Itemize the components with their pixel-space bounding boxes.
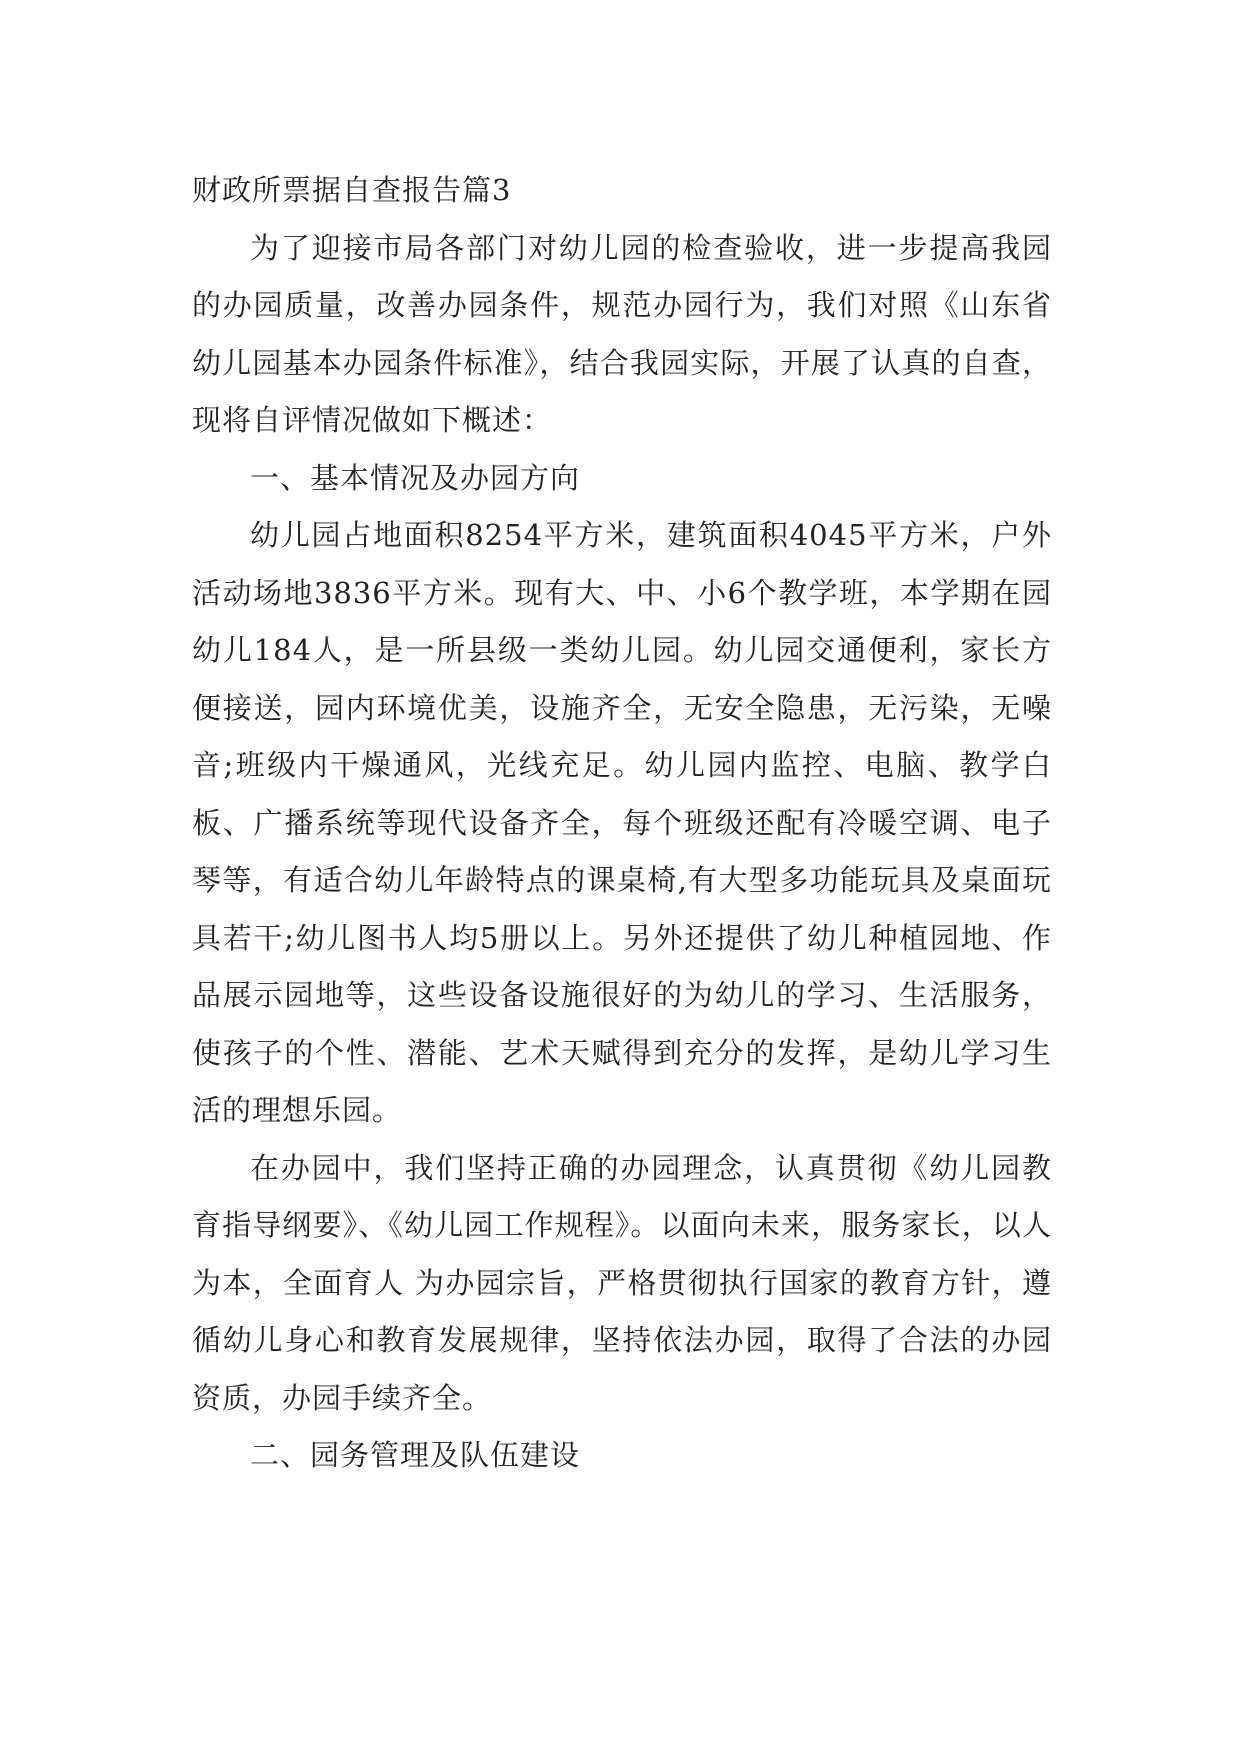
intro-paragraph: 为了迎接市局各部门对幼儿园的检查验收，进一步提高我园的办园质量，改善办园条件，规范办园行为，我们对照《山东省幼儿园基本办园条件标准》，结合我园实际，开展了认真的自查，现将自评情况做如下概述： [192, 230, 1052, 437]
section-heading-basic-situation: 一、基本情况及办园方向 [250, 460, 581, 495]
basic-situation-paragraph: 幼儿园占地面积8254平方米，建筑面积4045平方米，户外活动场地3836平方米。现有大、中、小6个教学班，本学期在园幼儿184人，是一所县级一类幼儿园。幼儿园交通便利，家长方便接送，园内环境优美，设施齐全，无安全隐患，无污染，无噪音;班级内干燥通风，光线充足。幼儿园内监控、电脑、教学白板、广播系统等现代设备齐全，每个班级还配有冷暖空调、电子琴等，有适合幼儿年龄特点的课桌椅,有大型多功能玩具及桌面玩具若干;幼儿图书人均5册以上。另外还提供了幼儿种植园地、作品展示园地等，这些设备设施很好的为幼儿的学习、生活服务，使孩子的个性、潜能、艺术天赋得到充分的发挥，是幼儿学习生活的理想乐园。 [192, 518, 1052, 1127]
document-body [192, 162, 1052, 1485]
philosophy-paragraph: 在办园中，我们坚持正确的办园理念，认真贯彻《幼儿园教育指导纲要》、《幼儿园工作规程》。以面向未来，服务家长，以人为本，全面育人 为办园宗旨，严格贯彻执行国家的教育方针，遵循幼儿身心和教育发展规律，坚持依法办园，取得了合法的办园资质，办园手续齐全。 [192, 1150, 1052, 1415]
document-title: 财政所票据自查报告篇3 [192, 173, 512, 207]
section-heading-management: 二、园务管理及队伍建设 [250, 1438, 581, 1472]
